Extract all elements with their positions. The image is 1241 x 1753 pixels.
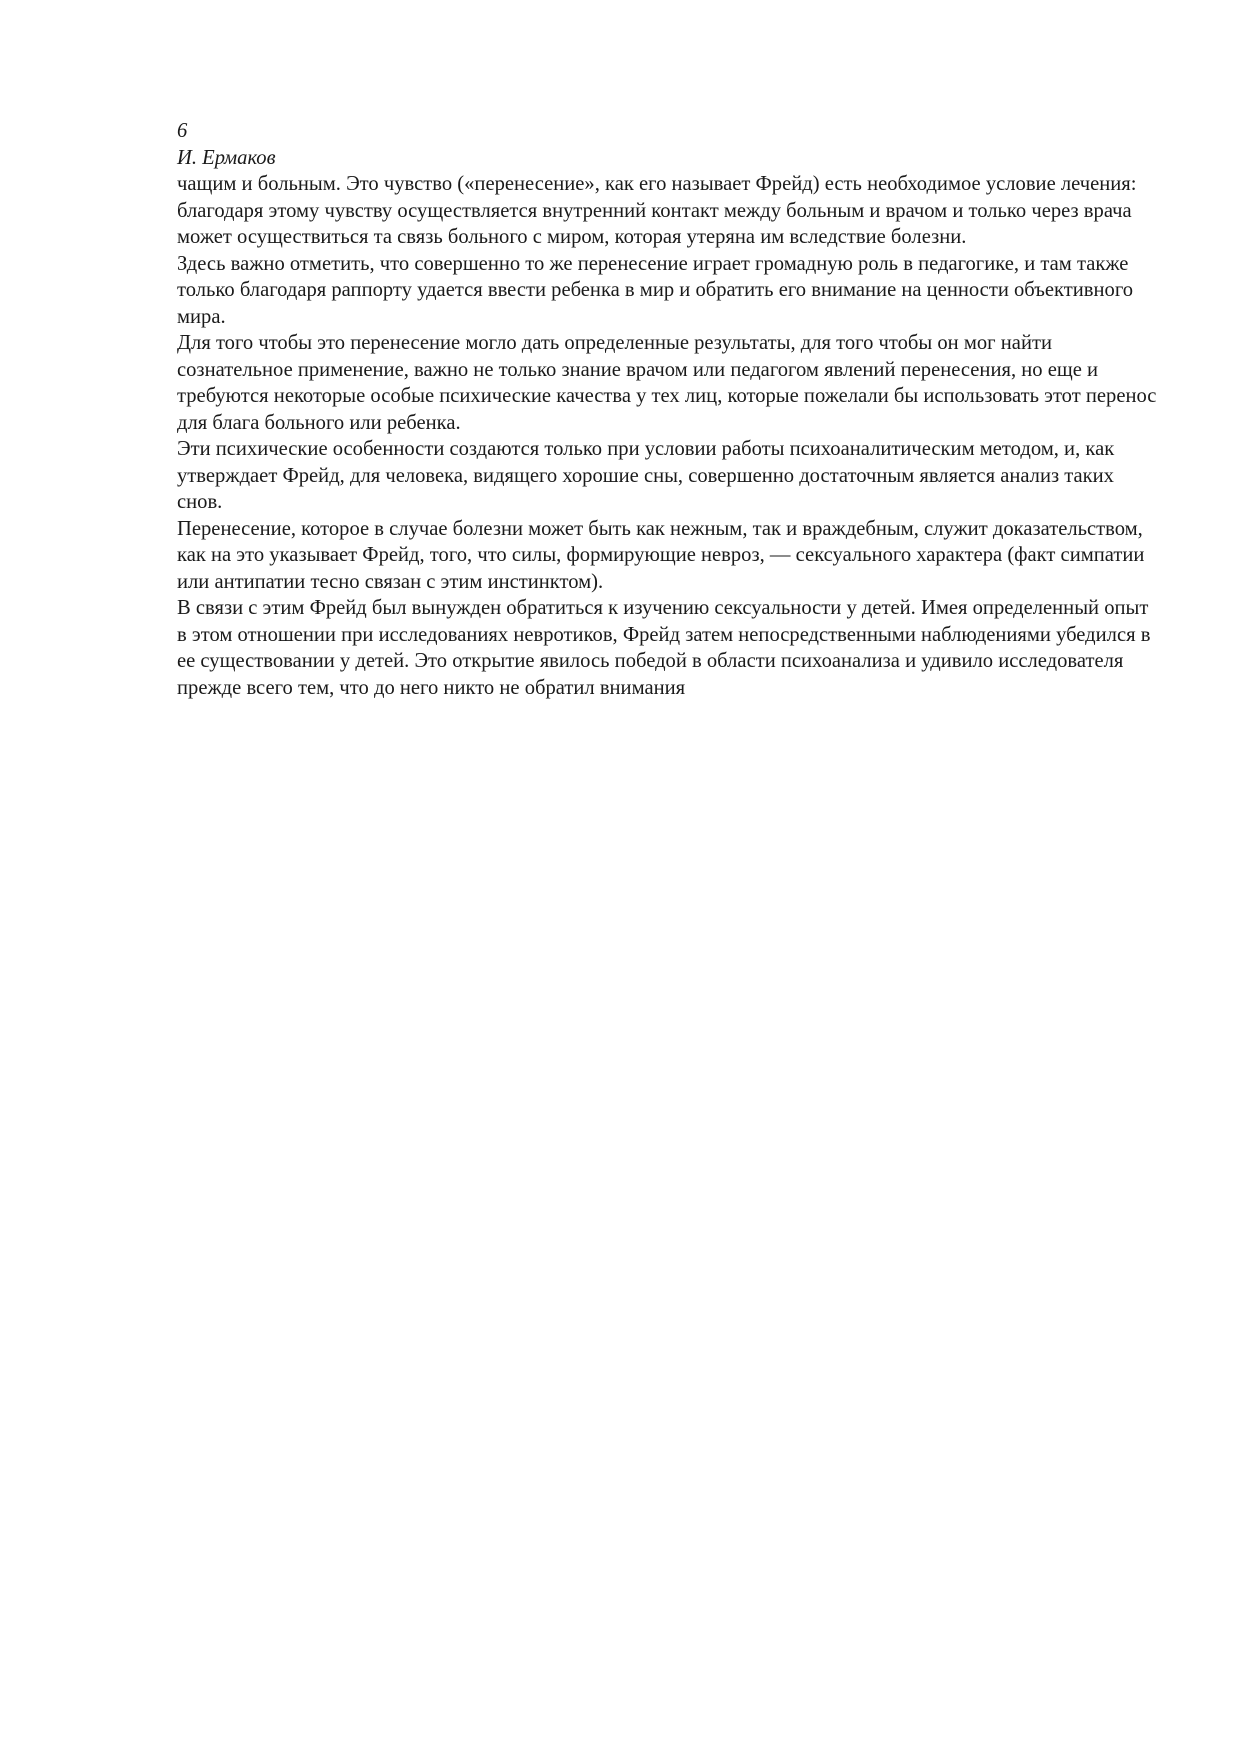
paragraph-2: Здесь важно отметить, что совершенно то же перенесение играет громадную роль в педагогике, и там также только благодаря раппорту удается ввести ребенка в мир и обратить его внимание на ценности объективного мира. (177, 252, 1134, 328)
paragraph-5: Перенесение, которое в случае болезни может быть как нежным, так и враждебным, служит доказательством, как на это указывает Фрейд, того, что силы, формирующие невроз, — сексуального характера (факт симпатии или антипатии тесно связан с этим инстинктом). (177, 517, 1145, 593)
paragraph-1: чащим и больным. Это чувство («перенесение», как его называет Фрейд) есть необходимое условие лечения: благодаря этому чувству осуществляется внутренний контакт между больным и врачом и только через врача может осуществиться та связь больного с миром, которая утеряна им вследствие болезни. (177, 173, 1137, 248)
running-header-author: И. Ермаков (177, 146, 276, 169)
page-number: 6 (177, 120, 188, 142)
paragraph-3: Для того чтобы это перенесение могло дать определенные результаты, для того чтобы он мог найти сознательное применение, важно не только знание врачом или педагогом явлений перенесения, но еще и требуются некоторые особые психические качества у тех лиц, которые пожелали бы использовать этот перенос для блага больного или ребенка. (177, 332, 1157, 434)
paragraph-6: В связи с этим Фрейд был вынужден обратиться к изучению сексуальности у детей. Имея определенный опыт в этом отношении при исследованиях невротиков, Фрейд затем непосредственными наблюдениями убедился в ее существовании у детей. Это открытие явилось победой в области психоанализа и удивило исследователя прежде всего тем, что до него никто не обратил внимания (177, 597, 1151, 699)
page-content (177, 118, 1157, 701)
paragraph-4: Эти психические особенности создаются только при условии работы психоаналитическим методом, и, как утверждает Фрейд, для человека, видящего хорошие сны, совершенно достаточным является анализ таких снов. (177, 438, 1115, 513)
